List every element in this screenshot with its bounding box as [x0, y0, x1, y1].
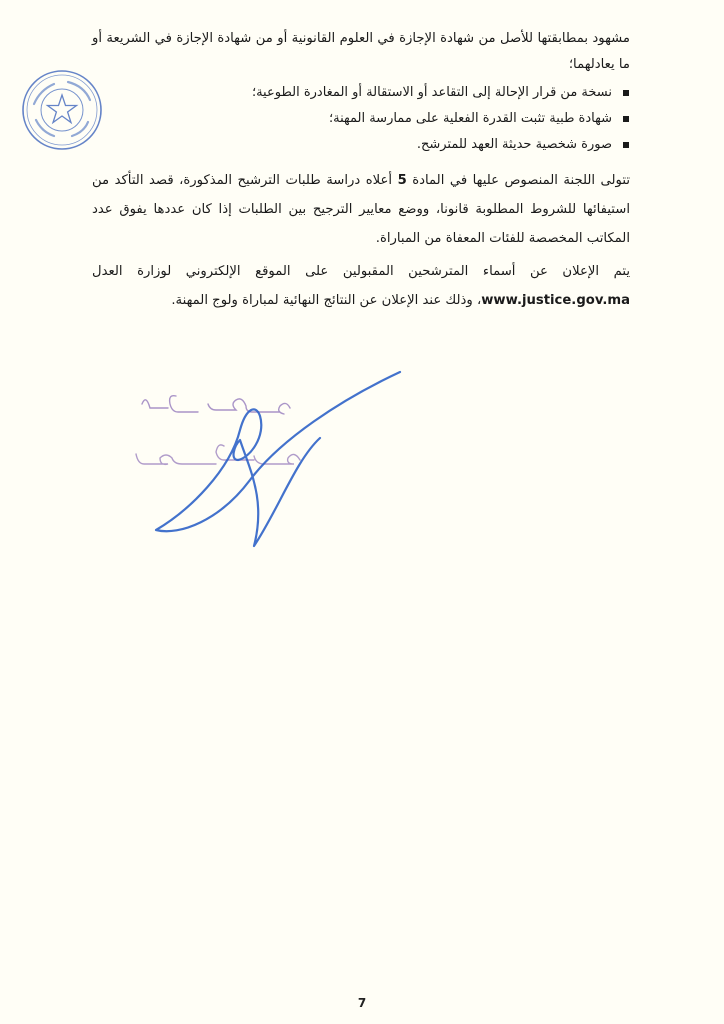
- list-item-text: شهادة طبية تثبت القدرة الفعلية على ممارسة المهنة؛: [328, 111, 612, 126]
- page-number: 7: [357, 996, 367, 1010]
- list-item: [92, 132, 612, 158]
- minister-signature: [90, 360, 420, 560]
- announcement-text-start: يتم الإعلان عن أسماء المترشحين المقبولين على الموقع الإلكتروني لوزارة العدل: [92, 264, 630, 279]
- bullet-square-icon: [623, 142, 629, 148]
- list-item: [92, 106, 612, 132]
- website-link[interactable]: www.justice.gov.ma: [481, 293, 630, 308]
- handwritten-minister-name: [136, 445, 300, 465]
- list-item-text: نسخة من قرار الإحالة إلى التقاعد أو الاستقالة أو المغادرة الطوعية؛: [251, 85, 612, 100]
- document-body: [92, 26, 630, 315]
- committee-text-start: تتولى اللجنة المنصوص عليها في المادة: [412, 173, 630, 188]
- announcement-text-end: ، وذلك عند الإعلان عن النتائج النهائية لمباراة ولوج المهنة.: [171, 293, 482, 308]
- committee-paragraph: [92, 166, 630, 253]
- list-item: [92, 80, 612, 106]
- committee-text-end: أعلاه دراسة طلبات الترشيح المذكورة، قصد التأكد من استيفائها للشروط المطلوبة قانونا، ووضع معايير الترجيح بين الطلبات إذا كان عددها يفوق عدد المكاتب المخصصة للفئات المعفاة من المباراة.: [92, 173, 630, 246]
- bullet-square-icon: [623, 116, 629, 122]
- handwritten-minister-title: [142, 396, 290, 414]
- list-item-text: صورة شخصية حديثة العهد للمترشح.: [416, 137, 612, 152]
- announcement-paragraph: [92, 257, 630, 315]
- article-number: 5: [397, 173, 407, 188]
- intro-paragraph: مشهود بمطابقتها للأصل من شهادة الإجازة في العلوم القانونية أو من شهادة الإجازة في الشريعة أو ما يعادلهما؛: [92, 31, 630, 72]
- ministry-stamp: [20, 68, 104, 152]
- required-documents-list: [92, 80, 630, 158]
- bullet-square-icon: [623, 90, 629, 96]
